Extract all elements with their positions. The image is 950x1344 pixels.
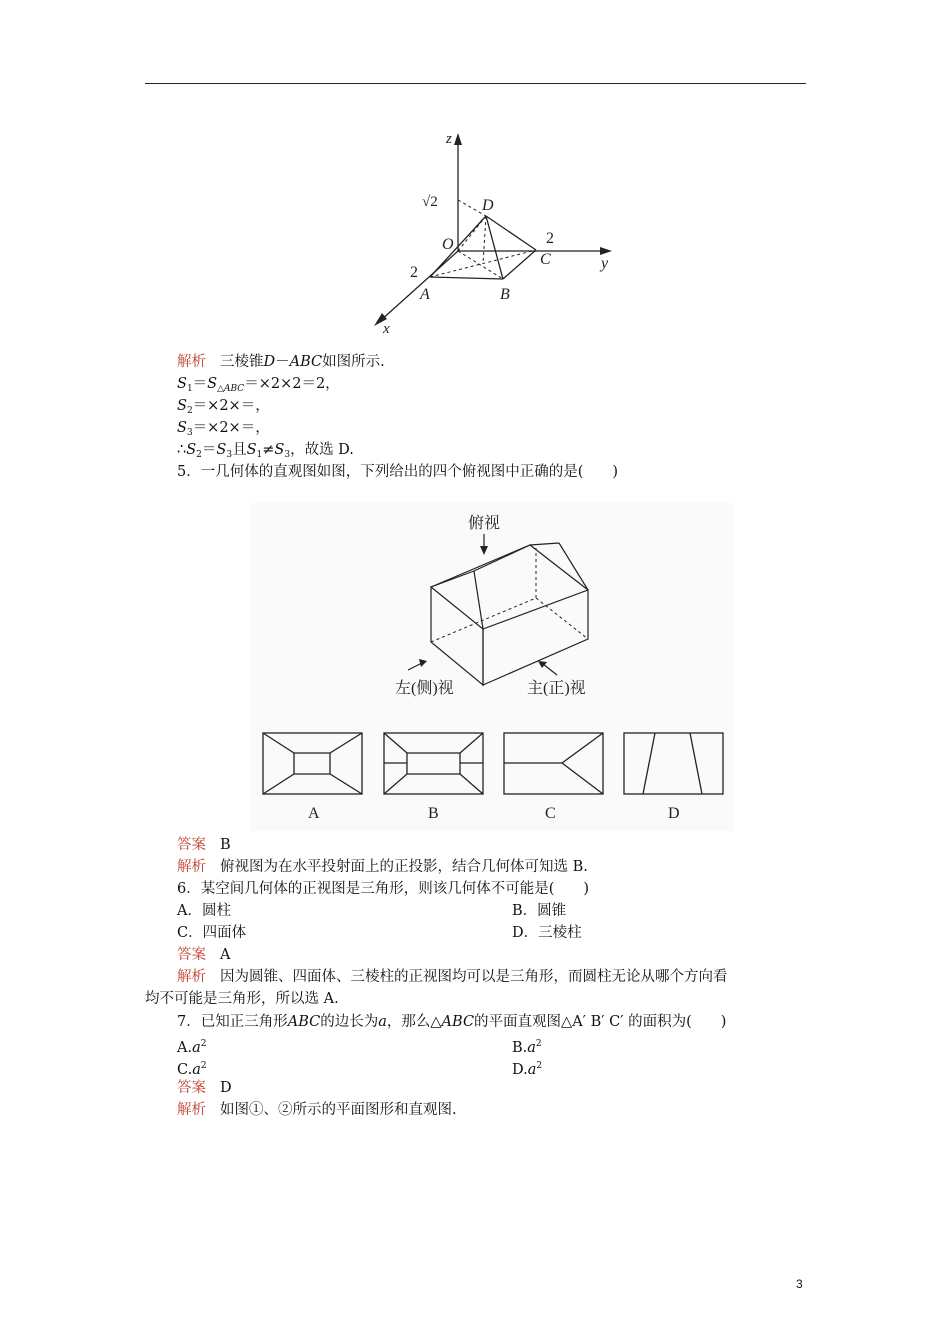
c-s-a-idx: 2 [196,450,202,460]
q5-answer-value: B [220,837,231,853]
q6-sol-text-1: 因为圆锥、四面体、三棱柱的正视图均可以是三角形，而圆柱无论从哪个方向看 [220,969,728,985]
s2-index: 2 [186,406,193,416]
page-number: 3 [796,1277,803,1291]
c-s-d-idx: 3 [284,450,291,460]
sol4-text-b: D [263,354,276,370]
q5-answer-tag: 答案 [177,837,206,853]
c-s-c: S [246,442,257,458]
c-s-b-idx: 3 [226,450,233,460]
sol4-text-d: ABC [289,354,323,370]
q7-option-a-exp: 2 [200,1039,207,1049]
q7-stem [177,1013,726,1031]
q6-solution-line1 [177,968,728,986]
sol4-text-a: 三棱锥 [220,354,264,370]
c-s-a: S [186,442,197,458]
q7-options-row2 [177,1057,543,1079]
s1-symbol: S [177,376,187,392]
q6-option-c: C．四面体 [177,925,247,941]
fig1-label-two-y: 2 [546,230,554,247]
sol4-text-e: 如图所示. [322,354,385,370]
q5-answer [177,836,231,854]
s1-eq: ＝ [192,376,208,392]
q7-option-c-exp: 2 [200,1061,207,1071]
q7-option-c: C. [177,1062,193,1078]
fig1-label-O: O [442,236,454,253]
q5-sol-tag: 解析 [177,859,206,875]
fig1-label-y: y [601,255,609,272]
fig1-label-sqrt2: √2 [422,194,438,210]
q7-option-d-exp: 2 [536,1061,543,1071]
q6-option-b: B．圆锥 [512,903,567,919]
c-s-b: S [216,442,227,458]
sol4-s1-line [177,375,340,398]
q5-solution [177,858,588,876]
q7-stem-d: a [378,1014,387,1030]
q6-stem: 6．某空间几何体的正视图是三角形，则该几何体不可能是( ) [177,881,590,897]
q7-option-b: B. [512,1040,528,1056]
s1-sub-abc: △ABC [217,384,245,394]
fig1-label-A: A [420,286,430,303]
q6-sol-tag: 解析 [177,969,206,985]
q7-option-a: A. [177,1040,193,1056]
q6-option-d: D．三棱柱 [512,925,582,941]
top-view-label: 俯视 [468,515,501,532]
q6-answer-value: A [220,947,231,963]
q6-answer [177,946,230,964]
q6-solution-line2: 均不可能是三角形，所以选 A. [145,991,339,1007]
q7-option-c-var: a [192,1062,201,1078]
fig1-label-two-x: 2 [410,264,418,281]
q6-option-a: A．圆柱 [177,903,231,919]
sol4-intro [177,353,385,371]
q6-options-row2 [177,924,582,942]
pyramid-coordinate-figure [358,123,623,345]
q7-answer [177,1079,232,1097]
c-and: 且 [232,442,247,458]
therefore-symbol: ∴ [177,442,187,458]
header-rule [145,83,806,84]
fig1-label-B: B [500,286,510,303]
q7-answer-value: D [220,1080,232,1096]
q6-options-row1 [177,902,567,920]
option-a-label: A [308,805,320,822]
c-end: ，故选 D. [290,442,354,458]
q7-option-a-var: a [192,1040,201,1056]
c-s-c-idx: 1 [256,450,263,460]
fig1-label-z: z [446,131,452,147]
q5-sol-text: 俯视图为在水平投射面上的正投影，结合几何体可知选 B. [220,859,588,875]
q7-options-row1 [177,1035,542,1057]
c-ne: ≠ [262,442,275,458]
option-b-label: B [428,805,439,822]
house-solid-figure [250,503,734,831]
q7-stem-b: ABC [287,1014,321,1030]
option-c-label: C [545,805,556,822]
q7-solution [177,1101,457,1119]
c-s-d: S [274,442,285,458]
fig1-label-x: x [383,321,390,337]
q7-answer-tag: 答案 [177,1080,206,1096]
sol4-tag: 解析 [177,354,206,370]
q7-option-b-var: a [527,1040,536,1056]
q7-stem-a: 7．已知正三角形 [177,1014,288,1030]
sol4-text-c: － [275,354,290,370]
option-d-label: D [668,805,680,822]
s3-index: 3 [186,428,193,438]
fig1-label-D: D [482,197,494,214]
fig1-label-C: C [540,251,551,268]
q7-option-b-exp: 2 [535,1039,542,1049]
q7-sol-text: 如图①、②所示的平面图形和直观图. [220,1102,457,1118]
sol4-s3-line [177,419,270,442]
s1-symbol-2: S [207,376,218,392]
q7-sol-tag: 解析 [177,1102,206,1118]
q7-stem-c: 的边长为 [320,1014,379,1030]
s2-symbol: S [177,398,187,414]
left-view-label: 左(侧)视 [395,680,454,697]
sol4-conclusion [177,441,354,464]
s3-symbol: S [177,420,187,436]
s3-rest: ＝×2×＝， [192,420,270,436]
q7-stem-g: 的平面直观图△A′ B′ C′ 的面积为( ) [474,1014,727,1030]
s2-rest: ＝×2×＝， [192,398,270,414]
s1-index: 1 [186,384,193,394]
q6-answer-tag: 答案 [177,947,206,963]
q7-stem-e: ，那么△ [386,1014,442,1030]
front-view-label: 主(正)视 [527,680,586,697]
q7-stem-f: ABC [441,1014,475,1030]
s1-rest: ＝×2×2＝2， [244,376,340,392]
sol4-s2-line [177,397,270,420]
q7-option-d-var: a [527,1062,537,1078]
q7-option-d: D. [512,1062,528,1078]
q5-stem: 5．一几何体的直观图如图，下列给出的四个俯视图中正确的是( ) [177,464,619,480]
c-eq: ＝ [201,442,217,458]
